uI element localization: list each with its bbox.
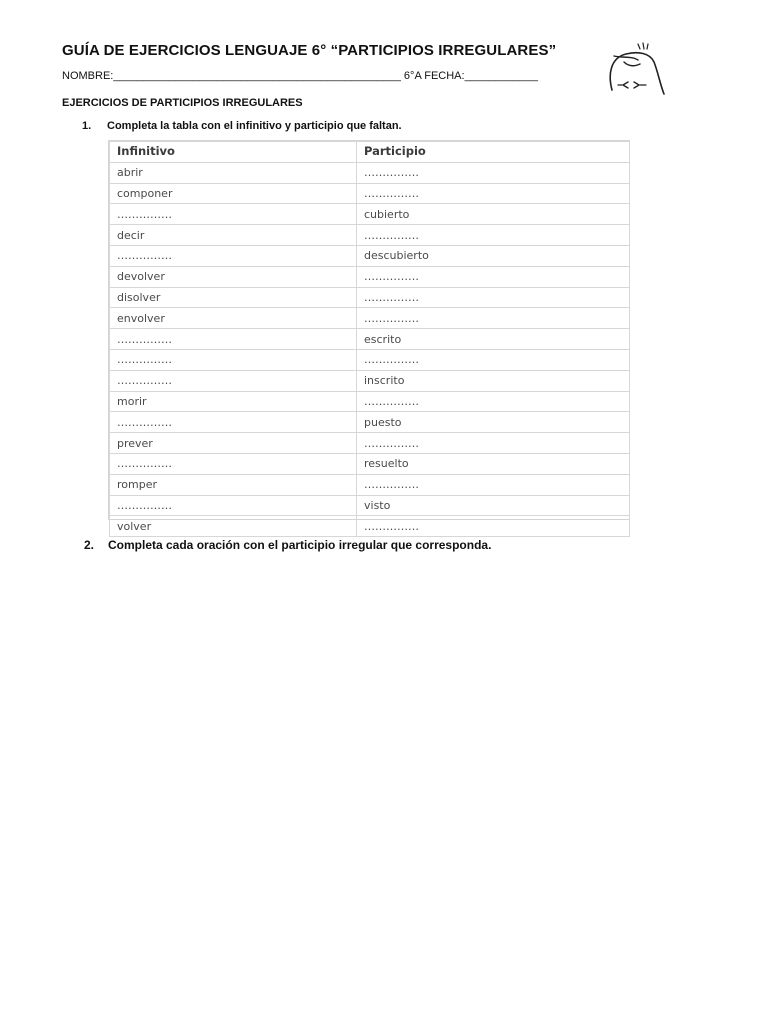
table-row [110, 495, 630, 516]
cell-participio: cubierto [357, 204, 630, 225]
cell-participio: …………… [357, 183, 630, 204]
cell-infinitivo: morir [110, 391, 357, 412]
cell-infinitivo: …………… [110, 349, 357, 370]
cell-infinitivo: …………… [110, 495, 357, 516]
table-row [110, 162, 630, 183]
cell-infinitivo: devolver [110, 266, 357, 287]
table-row [110, 308, 630, 329]
participles-table [108, 140, 630, 533]
table-row [110, 370, 630, 391]
table-row [110, 349, 630, 370]
cell-participio: …………… [357, 266, 630, 287]
column-header-infinitivo: Infinitivo [110, 142, 357, 163]
cell-infinitivo: decir [110, 225, 357, 246]
cell-participio: …………… [357, 162, 630, 183]
cell-participio: …………… [357, 287, 630, 308]
cell-participio: resuelto [357, 453, 630, 474]
exercise-2-instruction [84, 538, 491, 552]
table-row [110, 474, 630, 495]
table-row [110, 204, 630, 225]
cell-infinitivo: …………… [110, 329, 357, 350]
cell-infinitivo: …………… [110, 204, 357, 225]
cell-infinitivo: componer [110, 183, 357, 204]
cell-infinitivo: romper [110, 474, 357, 495]
cell-participio: …………… [357, 308, 630, 329]
cell-participio: …………… [357, 516, 630, 537]
exercise-1-text: Completa la tabla con el infinitivo y participio que faltan. [107, 120, 402, 132]
table-row [110, 183, 630, 204]
table-row [110, 245, 630, 266]
section-heading: EJERCICIOS DE PARTICIPIOS IRREGULARES [62, 97, 303, 109]
cell-infinitivo: …………… [110, 412, 357, 433]
cell-participio: …………… [357, 474, 630, 495]
table-row [110, 287, 630, 308]
cell-participio: puesto [357, 412, 630, 433]
cell-participio: visto [357, 495, 630, 516]
table-row [110, 412, 630, 433]
cell-participio: …………… [357, 391, 630, 412]
cell-participio: …………… [357, 349, 630, 370]
cell-infinitivo: volver [110, 516, 357, 537]
cell-infinitivo: …………… [110, 370, 357, 391]
exercise-2-text: Completa cada oración con el participio irregular que corresponda. [108, 538, 492, 552]
column-header-participio: Participio [357, 142, 630, 163]
cell-participio: …………… [357, 433, 630, 454]
cell-participio: inscrito [357, 370, 630, 391]
table-header-row [110, 142, 630, 163]
exercise-1-number: 1. [82, 120, 92, 132]
cell-participio: escrito [357, 329, 630, 350]
cartoon-character-face-icon [598, 40, 668, 100]
cell-participio: descubierto [357, 245, 630, 266]
cell-infinitivo: …………… [110, 245, 357, 266]
cell-infinitivo: envolver [110, 308, 357, 329]
exercise-2-number: 2. [84, 538, 95, 552]
page-title: GUÍA DE EJERCICIOS LENGUAJE 6° “PARTICIPIOS IRREGULARES” [62, 42, 557, 59]
table-row [110, 329, 630, 350]
cell-infinitivo: …………… [110, 453, 357, 474]
table-row [110, 225, 630, 246]
table-row [110, 516, 630, 537]
cell-infinitivo: disolver [110, 287, 357, 308]
cell-participio: …………… [357, 225, 630, 246]
table-row [110, 391, 630, 412]
table-row [110, 266, 630, 287]
student-name-date-line: NOMBRE:_______________________________________________ 6°A FECHA:____________ [62, 70, 538, 82]
exercise-1-instruction [82, 120, 402, 132]
table-row [110, 453, 630, 474]
cell-infinitivo: abrir [110, 162, 357, 183]
cell-infinitivo: prever [110, 433, 357, 454]
table-row [110, 433, 630, 454]
